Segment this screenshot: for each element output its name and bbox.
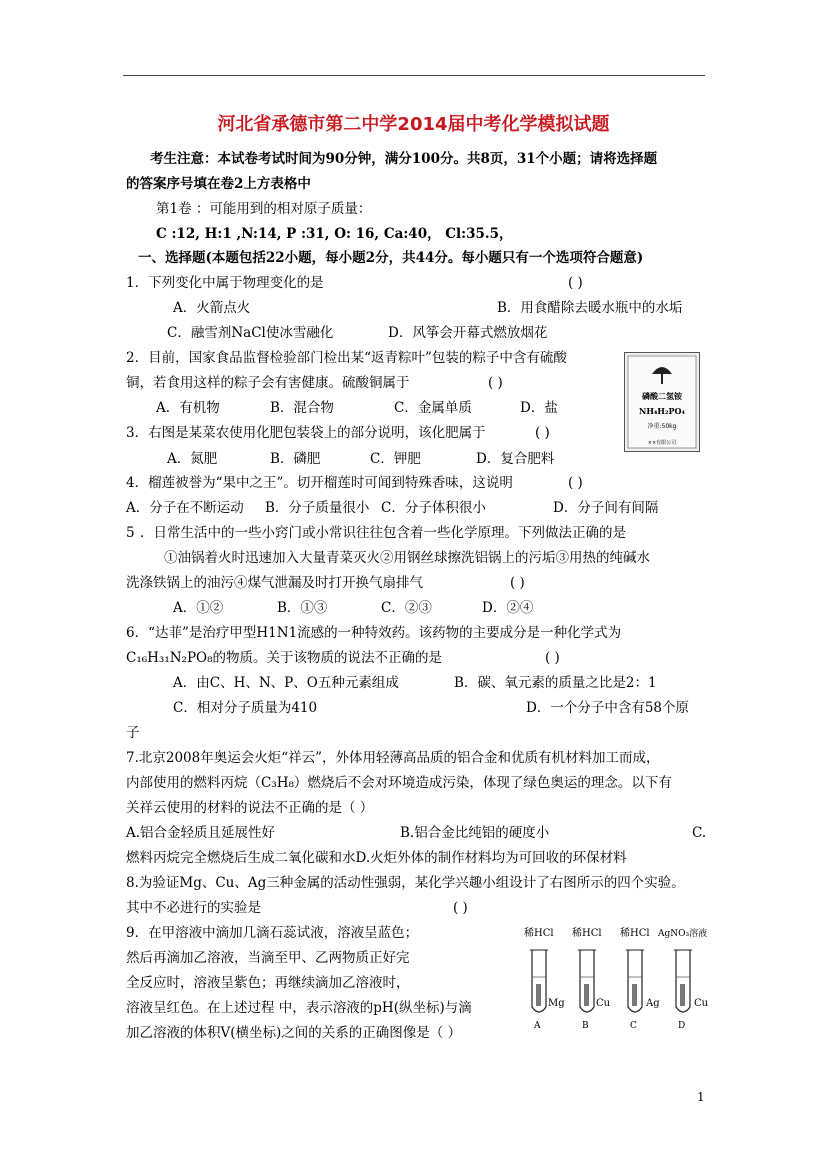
tube-b-reagent: 稀HCl xyxy=(572,928,602,939)
q5-number: 5 xyxy=(126,525,135,541)
q6-option-b: B．碳、氧元素的质量之比是2：1 xyxy=(454,675,657,691)
q1-option-b: B．用食醋除去暖水瓶中的水垢 xyxy=(497,300,683,316)
q8-paren: ( ) xyxy=(453,900,468,916)
tube-d-metal: Cu xyxy=(694,998,709,1009)
q6-paren: ( ) xyxy=(545,650,560,666)
bag-company: ××有限公司 xyxy=(647,440,677,446)
header-rule xyxy=(123,75,705,76)
q7-line-3: 关祥云使用的材料的说法不正确的是（ ） xyxy=(126,800,374,816)
q2-stem-1: 2．目前，国家食品监督检验部门检出某“返青粽叶”包装的粽子中含有硫酸 xyxy=(126,350,567,366)
q4-option-c: C．分子体积很小 xyxy=(381,500,486,516)
q2-paren: ( ) xyxy=(488,375,503,391)
q3-option-d: D．复合肥料 xyxy=(476,451,555,467)
tube-c-letter: C xyxy=(630,1021,637,1031)
q3-option-a: A．氮肥 xyxy=(167,451,218,467)
q6-option-d: D．一个分子中含有58个原 xyxy=(526,700,690,716)
q3-option-b: B．磷肥 xyxy=(270,451,321,467)
tube-b xyxy=(572,926,611,1031)
q8-line-2: 其中不必进行的实验是 xyxy=(126,900,261,916)
q5-paren: ( ) xyxy=(510,575,525,591)
tube-c xyxy=(620,926,660,1031)
q5-line-2: ①油锅着火时迅速加入大量青菜灭火②用钢丝球擦洗铝锅上的污垢③用热的纯碱水 xyxy=(164,550,650,566)
q2-option-b: B．混合物 xyxy=(270,400,334,416)
q4-option-d: D．分子间有间隔 xyxy=(553,500,659,516)
q1-option-a: A．火箭点火 xyxy=(173,300,251,316)
page-number: 1 xyxy=(697,1090,705,1104)
q9-line-2: 然后再滴加乙溶液，当滴至甲、乙两物质正好完 xyxy=(126,950,410,966)
section-heading: 一、选择题(本题包括22小题，每小题2分，共44分。每小题只有一个选项符合题意) xyxy=(138,250,644,266)
notice-line-1: 考生注意：本试卷考试时间为90分钟，满分100分。共8页，31个小题；请将选择题 xyxy=(150,151,658,167)
tube-d xyxy=(657,927,709,1031)
atomic-masses: C :12, H:1 ,N:14, P :31, O: 16, Ca:40， Cl:35.5， xyxy=(156,226,513,242)
tube-a-metal: Mg xyxy=(548,998,565,1009)
q1-option-c: C．融雪剂NaCl使冰雪融化 xyxy=(167,325,334,341)
q6-stem-1: 6．“达菲”是治疗甲型H1N1流感的一种特效药。该药物的主要成分是一种化学式为 xyxy=(126,625,622,641)
q5-option-b: B．①③ xyxy=(277,600,328,616)
q9-line-4: 溶液呈红色。在上述过程 中，表示溶液的pH(纵坐标)与滴 xyxy=(126,1000,472,1016)
q9-line-5: 加乙溶液的体积V(横坐标)之间的关系的正确图像是（ ） xyxy=(126,1025,462,1041)
q8-line-1: 8.为验证Mg、Cu、Ag三种金属的活动性强弱，某化学兴趣小组设计了右图所示的四个实验。 xyxy=(126,875,685,891)
tube-b-metal: Cu xyxy=(596,998,611,1009)
q5-option-c: C．②③ xyxy=(381,600,432,616)
fertilizer-bag-image xyxy=(624,352,700,452)
tube-a xyxy=(524,926,565,1031)
q2-option-d: D．盐 xyxy=(520,400,558,416)
q4-paren: ( ) xyxy=(568,475,583,491)
q6-option-d-cont: 子 xyxy=(126,725,140,741)
bag-name: 磷酸二氢铵 xyxy=(642,392,682,401)
bag-formula: NH₄H₂PO₄ xyxy=(639,406,685,416)
section-head: 第1卷 ：可能用到的相对原子质量： xyxy=(156,201,372,217)
q9-line-1: 9．在甲溶液中滴加几滴石蕊试液，溶液呈蓝色； xyxy=(126,925,419,941)
q7-option-a: A.铝合金轻质且延展性好 xyxy=(126,825,276,841)
q5-stem: ．日常生活中的一些小窍门或小常识往往包含着一些化学原理。下列做法正确的是 xyxy=(140,525,626,541)
q6-option-a: A．由C、H、N、P、O五种元素组成 xyxy=(173,675,399,691)
q2-option-c: C．金属单质 xyxy=(394,400,472,416)
q1-option-d: D．风筝会开幕式燃放烟花 xyxy=(388,325,548,341)
q7-line-5: 燃料丙烷完全燃烧后生成二氧化碳和水D.火炬外体的制作材料均为可回收的环保材料 xyxy=(126,850,627,866)
tube-a-reagent: 稀HCl xyxy=(524,928,554,939)
notice-line-2: 的答案序号填在卷2上方表格中 xyxy=(126,176,311,192)
q7-line-2: 内部使用的燃料丙烷（C₃H₈）燃烧后不会对环境造成污染，体现了绿色奥运的理念。以下有 xyxy=(126,775,672,791)
tube-d-letter: D xyxy=(678,1021,686,1031)
tube-c-metal: Ag xyxy=(646,998,660,1009)
tube-a-letter: A xyxy=(534,1021,541,1031)
q7-option-b: B.铝合金比纯铝的硬度小 xyxy=(400,825,550,841)
q6-option-c: C．相对分子质量为410 xyxy=(173,700,318,716)
q4-stem: 4．榴莲被誉为“果中之王”。切开榴莲时可闻到特殊香味，这说明 xyxy=(126,475,513,491)
q1-paren: ( ) xyxy=(568,275,583,291)
q2-stem-2: 铜，若食用这样的粽子会有害健康。硫酸铜属于 xyxy=(126,375,410,391)
page-title: 河北省承德市第二中学2014届中考化学模拟试题 xyxy=(217,114,610,135)
tube-b-letter: B xyxy=(582,1021,589,1031)
test-tubes-figure xyxy=(516,922,716,1034)
q7-option-c: C. xyxy=(692,825,707,841)
q3-stem: 3．右图是某菜农使用化肥包装袋上的部分说明，该化肥属于 xyxy=(126,425,486,441)
bag-weight: 净重:50kg xyxy=(647,423,677,430)
q5-line-3: 洗涤铁锅上的油污④煤气泄漏及时打开换气扇排气 xyxy=(126,575,423,591)
q4-option-b: B．分子质量很小 xyxy=(265,500,370,516)
q2-option-a: A．有机物 xyxy=(156,400,220,416)
q4-option-a: A．分子在不断运动 xyxy=(126,500,244,516)
q3-option-c: C．钾肥 xyxy=(370,451,421,467)
q1-stem: 1．下列变化中属于物理变化的是 xyxy=(126,275,324,291)
q6-stem-2: C₁₆H₃₁N₂PO₈的物质。关于该物质的说法不正确的是 xyxy=(126,650,443,666)
q5-option-d: D．②④ xyxy=(482,600,534,616)
tube-d-reagent: AgNO₃溶液 xyxy=(658,929,708,939)
tube-c-reagent: 稀HCl xyxy=(620,928,650,939)
q5-option-a: A．①② xyxy=(173,600,224,616)
q9-line-3: 全反应时，溶液呈紫色；再继续滴加乙溶液时， xyxy=(126,975,410,991)
q3-paren: ( ) xyxy=(535,425,550,441)
q7-line-1: 7.北京2008年奥运会火炬“祥云”，外体用轻薄高品质的铝合金和优质有机材料加工而成， xyxy=(126,750,660,766)
